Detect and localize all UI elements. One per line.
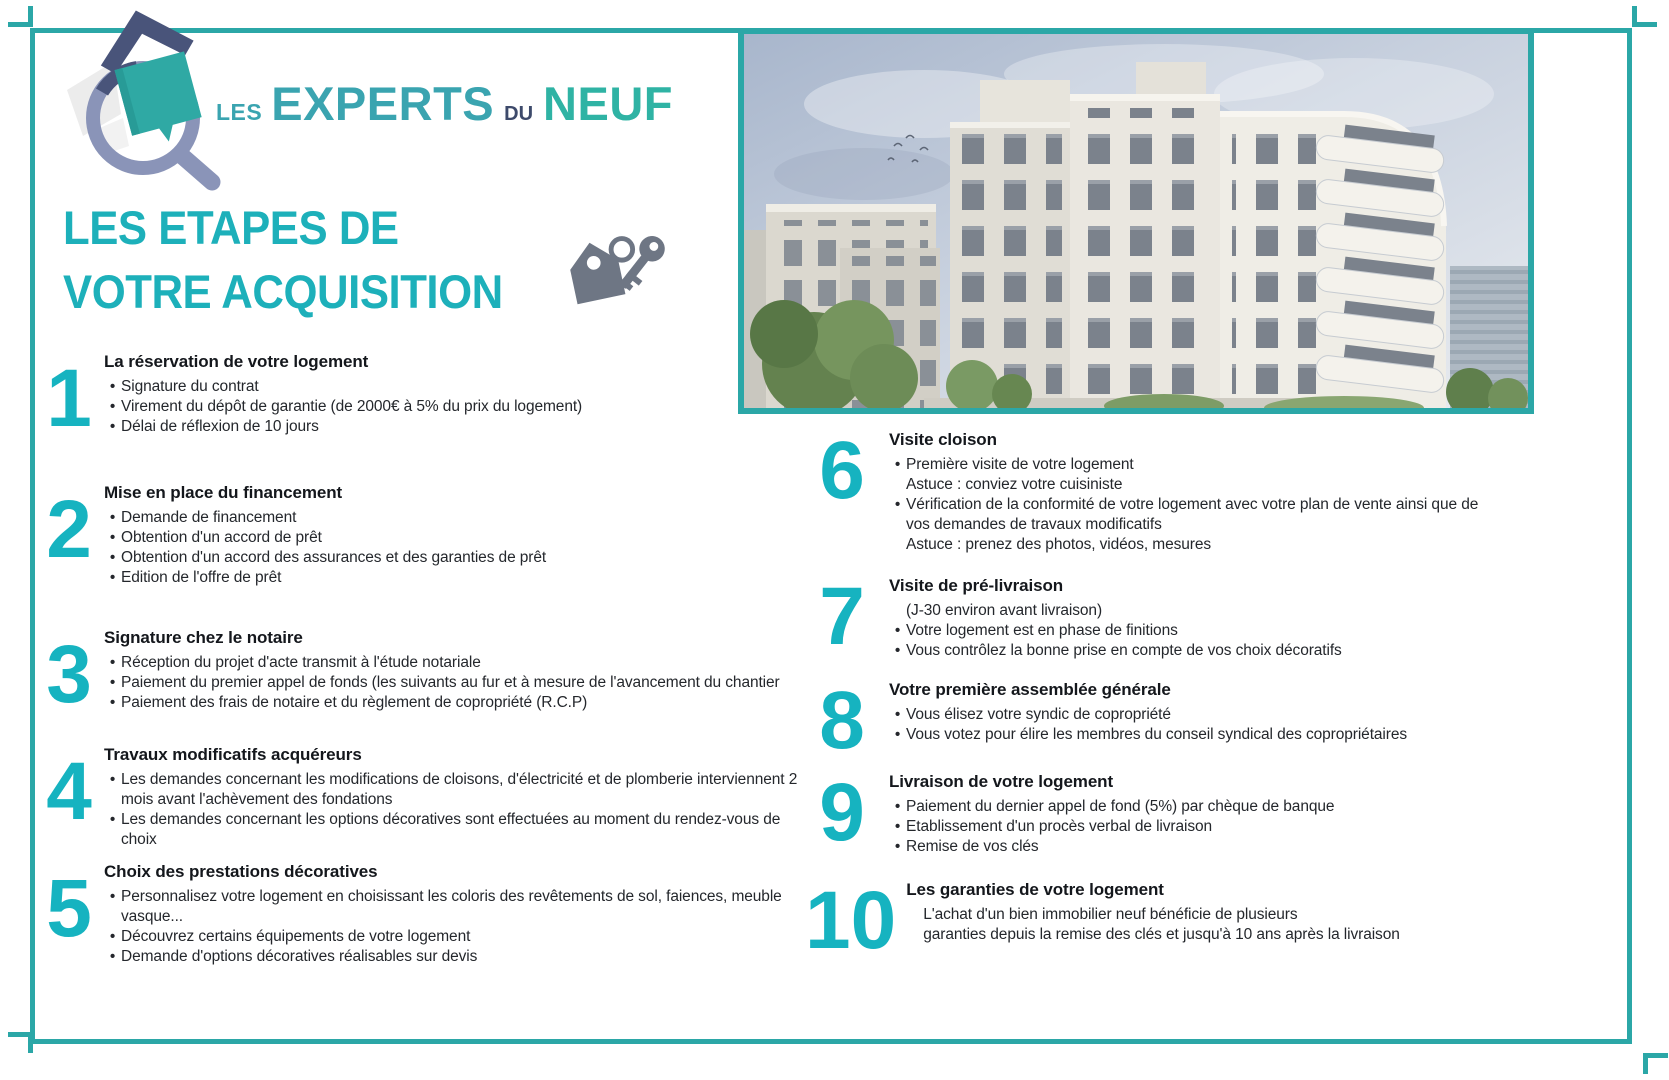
step-item (104, 810, 812, 850)
bullet-icon: • (894, 726, 901, 743)
step-body (104, 352, 812, 437)
step-item (889, 837, 1505, 857)
bullet-icon: • (109, 378, 116, 395)
step-item (889, 495, 1505, 535)
step-heading: La réservation de votre logement (104, 352, 369, 371)
bullet-icon: • (109, 674, 116, 691)
bullet-spacer (889, 601, 906, 621)
bullet-icon: • (109, 928, 116, 945)
step-item-text: Obtention d'un accord des assurances et des garanties de prêt (121, 549, 547, 566)
step-body (104, 745, 812, 850)
step-number-2: 2 (46, 484, 92, 575)
step-item (889, 621, 1505, 641)
step-number-7: 7 (819, 571, 865, 662)
step-heading: Mise en place du financement (104, 483, 343, 502)
brand-word-neuf: NEUF (543, 77, 673, 130)
step-body (889, 430, 1505, 555)
bullet-spacer (889, 535, 906, 555)
bullet-icon: • (894, 456, 901, 473)
step-number-8: 8 (819, 675, 865, 766)
bullet-spacer (906, 905, 923, 925)
step-item-text: Paiement du dernier appel de fond (5%) par chèque de banque (906, 798, 1335, 815)
step-2 (40, 483, 812, 588)
step-item (104, 568, 812, 588)
step-heading: Visite de pré-livraison (889, 576, 1064, 595)
bullet-icon: • (109, 549, 116, 566)
step-5 (40, 862, 812, 967)
step-body (104, 862, 812, 967)
step-item-text: (J-30 environ avant livraison) (906, 602, 1103, 619)
step-item (104, 508, 812, 528)
bullet-icon: • (109, 694, 116, 711)
bullet-icon: • (894, 838, 901, 855)
step-number-10: 10 (805, 875, 897, 966)
step-item (889, 535, 1505, 555)
step-item-text: Paiement des frais de notaire et du règlement de copropriété (R.C.P) (121, 694, 588, 711)
step-body (889, 576, 1505, 661)
step-number-9: 9 (819, 767, 865, 858)
step-item-text: Astuce : conviez votre cuisiniste (906, 476, 1123, 493)
step-heading: Visite cloison (889, 430, 997, 449)
step-item (104, 397, 812, 417)
step-item (104, 528, 812, 548)
bullet-icon: • (894, 706, 901, 723)
step-item-text: Etablissement d'un procès verbal de livraison (906, 818, 1213, 835)
step-item (104, 770, 812, 810)
step-item (889, 817, 1505, 837)
step-body (104, 483, 812, 588)
step-item-text: Vérification de la conformité de votre logement avec votre plan de vente ainsi que de vos demandes de travaux modificatifs (906, 496, 1479, 533)
bullet-icon: • (109, 948, 116, 965)
step-item (906, 905, 1522, 925)
step-heading: Travaux modificatifs acquéreurs (104, 745, 362, 764)
step-item (104, 548, 812, 568)
step-heading: Choix des prestations décoratives (104, 862, 378, 881)
step-item-text: L'achat d'un bien immobilier neuf bénéficie de plusieurs (923, 906, 1298, 923)
step-item (889, 641, 1505, 661)
bullet-icon: • (894, 622, 901, 639)
step-body (104, 628, 812, 713)
step-heading: Signature chez le notaire (104, 628, 303, 647)
step-item-text: Vous contrôlez la bonne prise en compte de vos choix décoratifs (906, 642, 1342, 659)
step-item (104, 927, 812, 947)
brand-word-du: DU (504, 103, 534, 125)
step-item (104, 417, 812, 437)
step-item (104, 653, 812, 673)
step-3 (40, 628, 812, 720)
step-number-5: 5 (46, 863, 92, 954)
step-number-3: 3 (46, 629, 92, 720)
bullet-icon: • (894, 818, 901, 835)
bullet-icon: • (109, 529, 116, 546)
step-item-text: Signature du contrat (121, 378, 259, 395)
brand-word-experts: EXPERTS (271, 77, 495, 130)
step-item-text: Paiement du premier appel de fonds (les suivants au fur et à mesure de l'avancement du chantier (121, 674, 780, 691)
step-item-text: Personnalisez votre logement en choisissant les coloris des revêtements de sol, faiences, meuble vasque... (121, 888, 782, 925)
step-item-text: Les demandes concernant les modifications de cloisons, d'électricité et de plomberie interviennent 2 mois avant l'achèvement des fondations (121, 771, 798, 808)
step-item-text: Demande de financement (121, 509, 297, 526)
step-item-text: Vous votez pour élire les membres du conseil syndical des copropriétaires (906, 726, 1408, 743)
step-item (889, 475, 1505, 495)
step-item-text: garanties depuis la remise des clés et jusqu'à 10 ans après la livraison (923, 926, 1400, 943)
step-6 (805, 425, 1505, 555)
bullet-icon: • (109, 654, 116, 671)
step-item (889, 705, 1505, 725)
bullet-spacer (889, 475, 906, 495)
step-item-text: Remise de vos clés (906, 838, 1039, 855)
step-item-text: Obtention d'un accord de prêt (121, 529, 322, 546)
bullet-icon: • (109, 418, 116, 435)
bullet-icon: • (109, 888, 116, 905)
step-item (104, 673, 812, 693)
step-item (104, 947, 812, 967)
bullet-icon: • (894, 798, 901, 815)
step-4 (40, 745, 812, 850)
step-body (889, 680, 1505, 758)
step-item-text: Découvrez certains équipements de votre logement (121, 928, 471, 945)
step-8 (805, 675, 1505, 766)
step-item (889, 601, 1505, 621)
step-item-text: Astuce : prenez des photos, vidéos, mesures (906, 536, 1212, 553)
step-10 (805, 875, 1522, 966)
step-item-text: Réception du projet d'acte transmit à l'étude notariale (121, 654, 481, 671)
step-item-text: Délai de réflexion de 10 jours (121, 418, 319, 435)
step-heading: Les garanties de votre logement (906, 880, 1164, 899)
step-item (104, 377, 812, 397)
step-9 (805, 767, 1505, 858)
step-body (889, 772, 1505, 857)
bullet-icon: • (894, 496, 901, 513)
bullet-icon: • (109, 569, 116, 586)
step-number-4: 4 (46, 746, 92, 837)
bullet-icon: • (894, 642, 901, 659)
step-item (104, 887, 812, 927)
step-1 (40, 352, 812, 444)
step-item (906, 925, 1522, 945)
bullet-spacer (906, 925, 923, 945)
brand-word-les: LES (216, 99, 263, 125)
step-7 (805, 571, 1505, 662)
step-item-text: Votre logement est en phase de finitions (906, 622, 1178, 639)
step-item (889, 725, 1505, 745)
step-number-6: 6 (819, 425, 865, 516)
bullet-icon: • (109, 398, 116, 415)
step-item-text: Vous élisez votre syndic de copropriété (906, 706, 1171, 723)
page-title-line1: LES ETAPES DE (63, 201, 399, 254)
bullet-icon: • (109, 811, 116, 828)
step-item-text: Les demandes concernant les options décoratives sont effectuées au moment du rendez-vous de choix (121, 811, 781, 848)
bullet-icon: • (109, 771, 116, 788)
page-title-line2: VOTRE ACQUISITION (63, 265, 503, 318)
step-item (889, 455, 1505, 475)
step-body (906, 880, 1522, 958)
step-item-text: Première visite de votre logement (906, 456, 1134, 473)
step-number-1: 1 (46, 353, 92, 444)
step-item-text: Edition de l'offre de prêt (121, 569, 282, 586)
step-item-text: Demande d'options décoratives réalisables sur devis (121, 948, 478, 965)
step-heading: Votre première assemblée générale (889, 680, 1171, 699)
step-item (889, 797, 1505, 817)
step-item (104, 693, 812, 713)
bullet-icon: • (109, 509, 116, 526)
step-item-text: Virement du dépôt de garantie (de 2000€ à 5% du prix du logement) (121, 398, 583, 415)
step-heading: Livraison de votre logement (889, 772, 1114, 791)
